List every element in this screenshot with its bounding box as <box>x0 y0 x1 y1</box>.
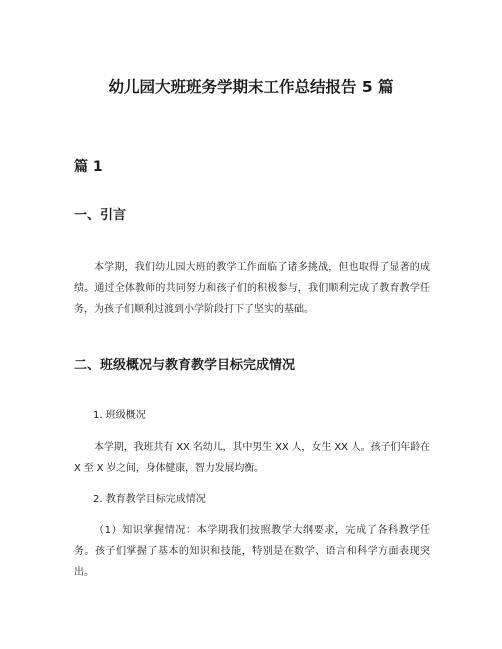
goals-paragraph: （1）知识掌握情况：本学期我们按照教学大纲要求，完成了各科教学任务。孩子们掌握了基本的知识和技能，特别是在数学、语言和科学方面表现突出。 <box>74 525 430 578</box>
document-title: 幼儿园大班班务学期末工作总结报告 5 篇 <box>108 78 394 96</box>
intro-paragraph: 本学期，我们幼儿园大班的教学工作面临了诸多挑战，但也取得了显著的成绩。通过全体教师的共同努力和孩子们的积极参与，我们顺利完成了教育教学任务，为孩子们顺利过渡到小学阶段打下了坚实的基础。 <box>74 262 430 315</box>
section-heading-class-overview: 二、班级概况与教育教学目标完成情况 <box>74 358 296 373</box>
section-heading-intro: 一、引言 <box>74 208 127 223</box>
subsection-heading-goals: 2. 教育教学目标完成情况 <box>93 494 206 505</box>
class-overview-paragraph: 本学期，我班共有 XX 名幼儿，其中男生 XX 人，女生 XX 人。孩子们年龄在 X 至 X 岁之间，身体健康，智力发展均衡。 <box>74 442 430 474</box>
part-heading: 篇 1 <box>74 159 103 175</box>
subsection-heading-class-overview: 1. 班级概况 <box>93 410 146 421</box>
